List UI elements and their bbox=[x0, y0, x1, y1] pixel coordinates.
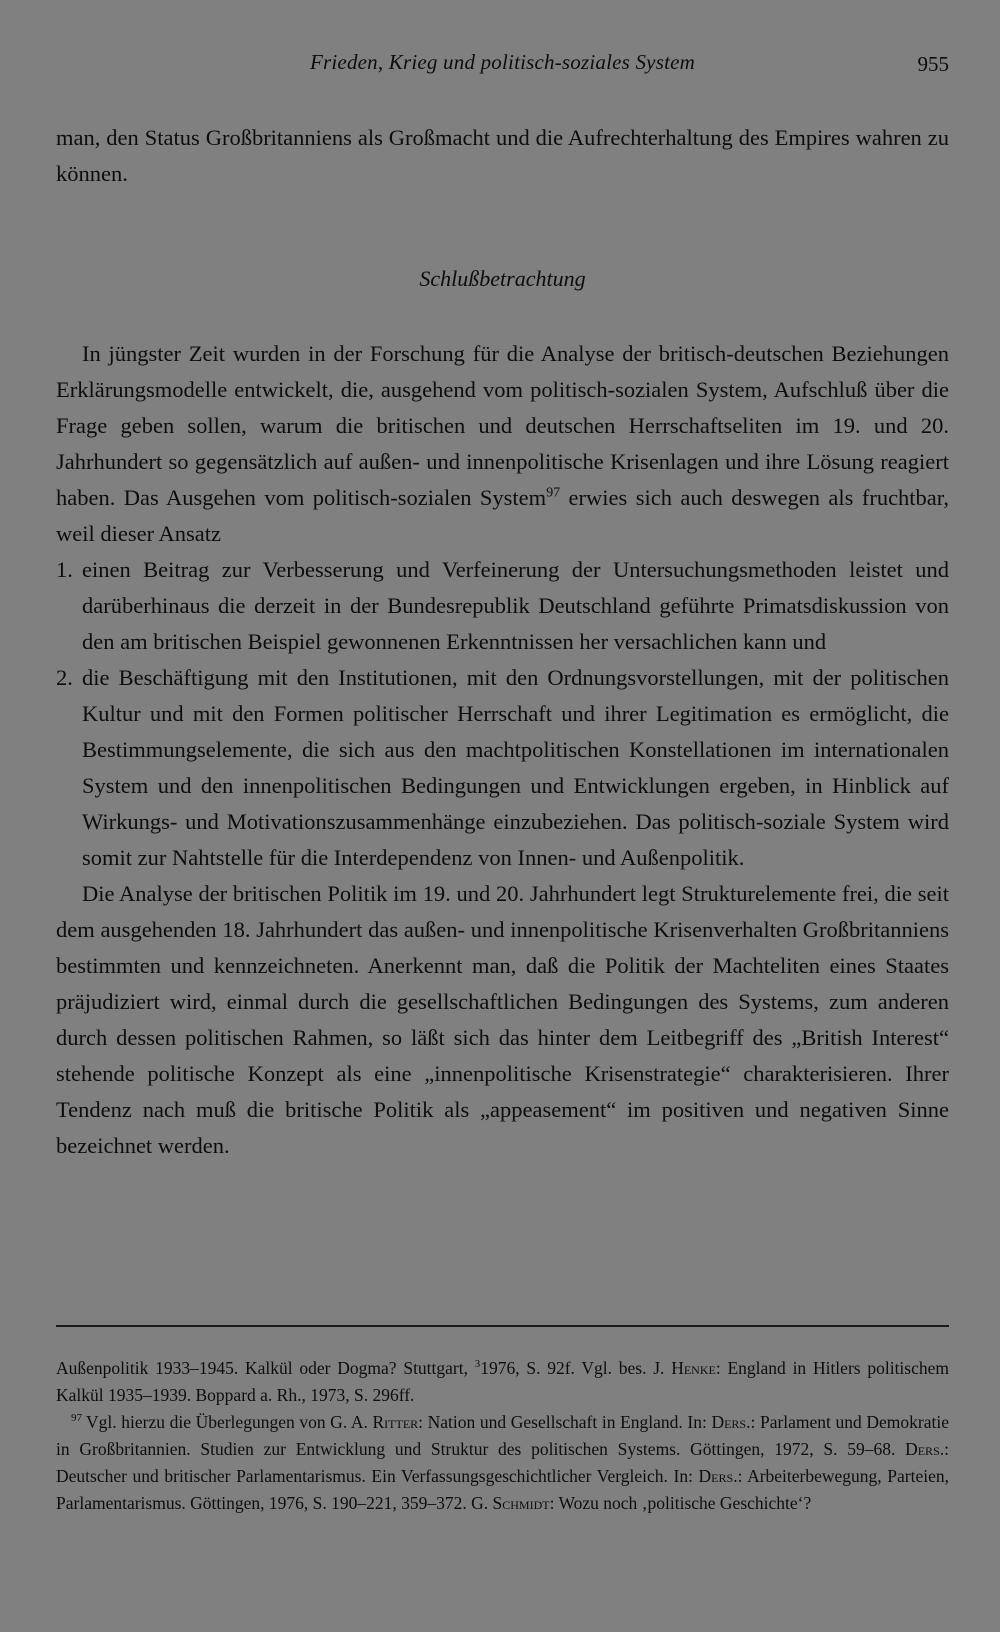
footnote-text: Vgl. hierzu die Überlegungen von G. A. bbox=[86, 1412, 373, 1432]
footnote-ref-97[interactable]: 97 bbox=[546, 485, 561, 501]
footnote-text: Außenpolitik 1933–1945. Kalkül oder Dogma? Stuttgart, bbox=[56, 1358, 475, 1378]
list-item-number: 2. bbox=[56, 665, 73, 690]
footnote-text: : Arbeiterbewegung, Parteien, Parlamentarismus. Göttingen, 1976, S. 190–221, 359–372. G. bbox=[56, 1466, 949, 1513]
author-name: Schmidt bbox=[492, 1493, 550, 1513]
footnote-text: 1976, S. 92f. Vgl. bes. J. bbox=[480, 1358, 672, 1378]
footnote-text: : England in Hitlers politischem Kalkül 1935–1939. Boppard a. Rh., 1973, S. 296ff. bbox=[56, 1358, 950, 1405]
footnote-97: $^{97}$ Vgl. hierzu die Überlegungen von G. A. Ritter: Nation und Gesellschaft in England. In: Ders.: Parlament und Demokratie in Großbritannien. Studien zur Entwicklung und Struktur des politischen Systems. Göttingen, 1972, S. 59–68. Ders.: Deutscher und britischer Parlamentarismus. Ein Verfassungsgeschichtlicher Vergleich. In: Ders.: Arbeiterbewegung, Parteien, Parlamentarismus. Göttingen, 1976, S. 190–221, 359–372. G. Schmidt: Wozu noch ‚politische Geschichte‘? bbox=[56, 1412, 949, 1513]
footnotes bbox=[56, 1355, 949, 1517]
section-title: Schlußbetrachtung bbox=[419, 266, 586, 291]
list-item bbox=[56, 660, 949, 876]
main-text bbox=[56, 336, 949, 1164]
paragraph-1-part-1: In jüngster Zeit wurden in der Forschung für die Analyse der britisch-deutschen Beziehungen Erklärungsmodelle entwickelt, die, ausgehend vom politisch-sozialen System, Aufschluß über die Frage geben sollen, warum die britischen und deutschen Herrschaftseliten im 19. und 20. Jahrhundert so gegensätzlich auf außen- und innenpolitische Krisenlagen und ihre Lösung reagiert haben. Das Ausgehen vom politisch-sozialen System bbox=[56, 341, 949, 510]
footnote-text: : Wozu noch ‚politische Geschichte‘? bbox=[549, 1493, 812, 1513]
list-item-number: 1. bbox=[56, 557, 73, 582]
footnote-text: : Nation und Gesellschaft in England. In: bbox=[418, 1412, 712, 1432]
author-abbrev: Ders. bbox=[698, 1466, 738, 1486]
running-title: Frieden, Krieg und politisch-soziales System bbox=[309, 50, 695, 74]
footnote-continuation bbox=[56, 1355, 949, 1409]
author-abbrev: Ders. bbox=[711, 1412, 751, 1432]
author-name: Ritter bbox=[372, 1412, 419, 1432]
footnote-text: : Parlament und Demokratie in Großbritannien. Studien zur Entwicklung und Struktur des politischen Systems. Göttingen, 1972, S. 59–68. bbox=[56, 1412, 949, 1459]
paragraph-2: Die Analyse der britischen Politik im 19. und 20. Jahrhundert legt Strukturelemente frei, die seit dem ausgehenden 18. Jahrhundert das außen- und innenpolitische Krisenverhalten Großbritanniens bestimmten und kennzeichneten. Anerkennt man, daß die Politik der Machteliten eines Staates präjudiziert wird, einmal durch die gesellschaftlichen Bedingungen des Systems, zum anderen durch dessen politischen Rahmen, so läßt sich das hinter dem Leitbegriff des „British Interest“ stehende politische Konzept als eine „innenpolitische Krisenstrategie“ charakterisieren. Ihrer Tendenz nach muß die britische Politik als „appeasement“ im positiven und negativen Sinne bezeichnet werden. bbox=[56, 881, 949, 1158]
numbered-list bbox=[56, 552, 949, 876]
footnote-divider bbox=[56, 1325, 949, 1327]
footnote-text: : Deutscher und britischer Parlamentarismus. Ein Verfassungsgeschichtlicher Vergleich. In: bbox=[56, 1439, 949, 1486]
paragraph-1-part-2: erwies sich auch deswegen als fruchtbar, weil dieser Ansatz bbox=[56, 485, 950, 546]
author-name: Henke bbox=[671, 1358, 716, 1378]
paragraph-1 bbox=[56, 336, 949, 552]
list-item-text: einen Beitrag zur Verbesserung und Verfeinerung der Untersuchungsmethoden leistet und darüberhinaus die derzeit in der Bundesrepublik Deutschland geführte Primatsdiskussion von den am britischen Beispiel gewonnenen Erkenntnissen her versachlichen kann und bbox=[82, 557, 949, 654]
running-head bbox=[56, 50, 949, 84]
intro-paragraph bbox=[56, 120, 949, 192]
edition-superscript: 3 bbox=[474, 1358, 481, 1371]
list-item bbox=[56, 552, 949, 660]
page-number: 955 bbox=[917, 52, 949, 76]
intro-text: man, den Status Großbritanniens als Großmacht und die Aufrechterhaltung des Empires wahren zu können. bbox=[56, 125, 949, 186]
list-item-text: die Beschäftigung mit den Institutionen, mit den Ordnungsvorstellungen, mit der politischen Kultur und mit den Formen politischer Herrschaft und ihrer Legitimation es ermöglicht, die Bestimmungselemente, die sich aus den machtpolitischen Konstellationen im internationalen System und den innenpolitischen Bedingungen und Entwicklungen ergeben, in Hinblick auf Wirkungs- und Motivationszusammenhänge einzubeziehen. Das politisch-soziale System wird somit zur Nahtstelle für die Interdependenz von Innen- und Außenpolitik. bbox=[82, 665, 949, 870]
author-abbrev: Ders. bbox=[905, 1439, 945, 1459]
